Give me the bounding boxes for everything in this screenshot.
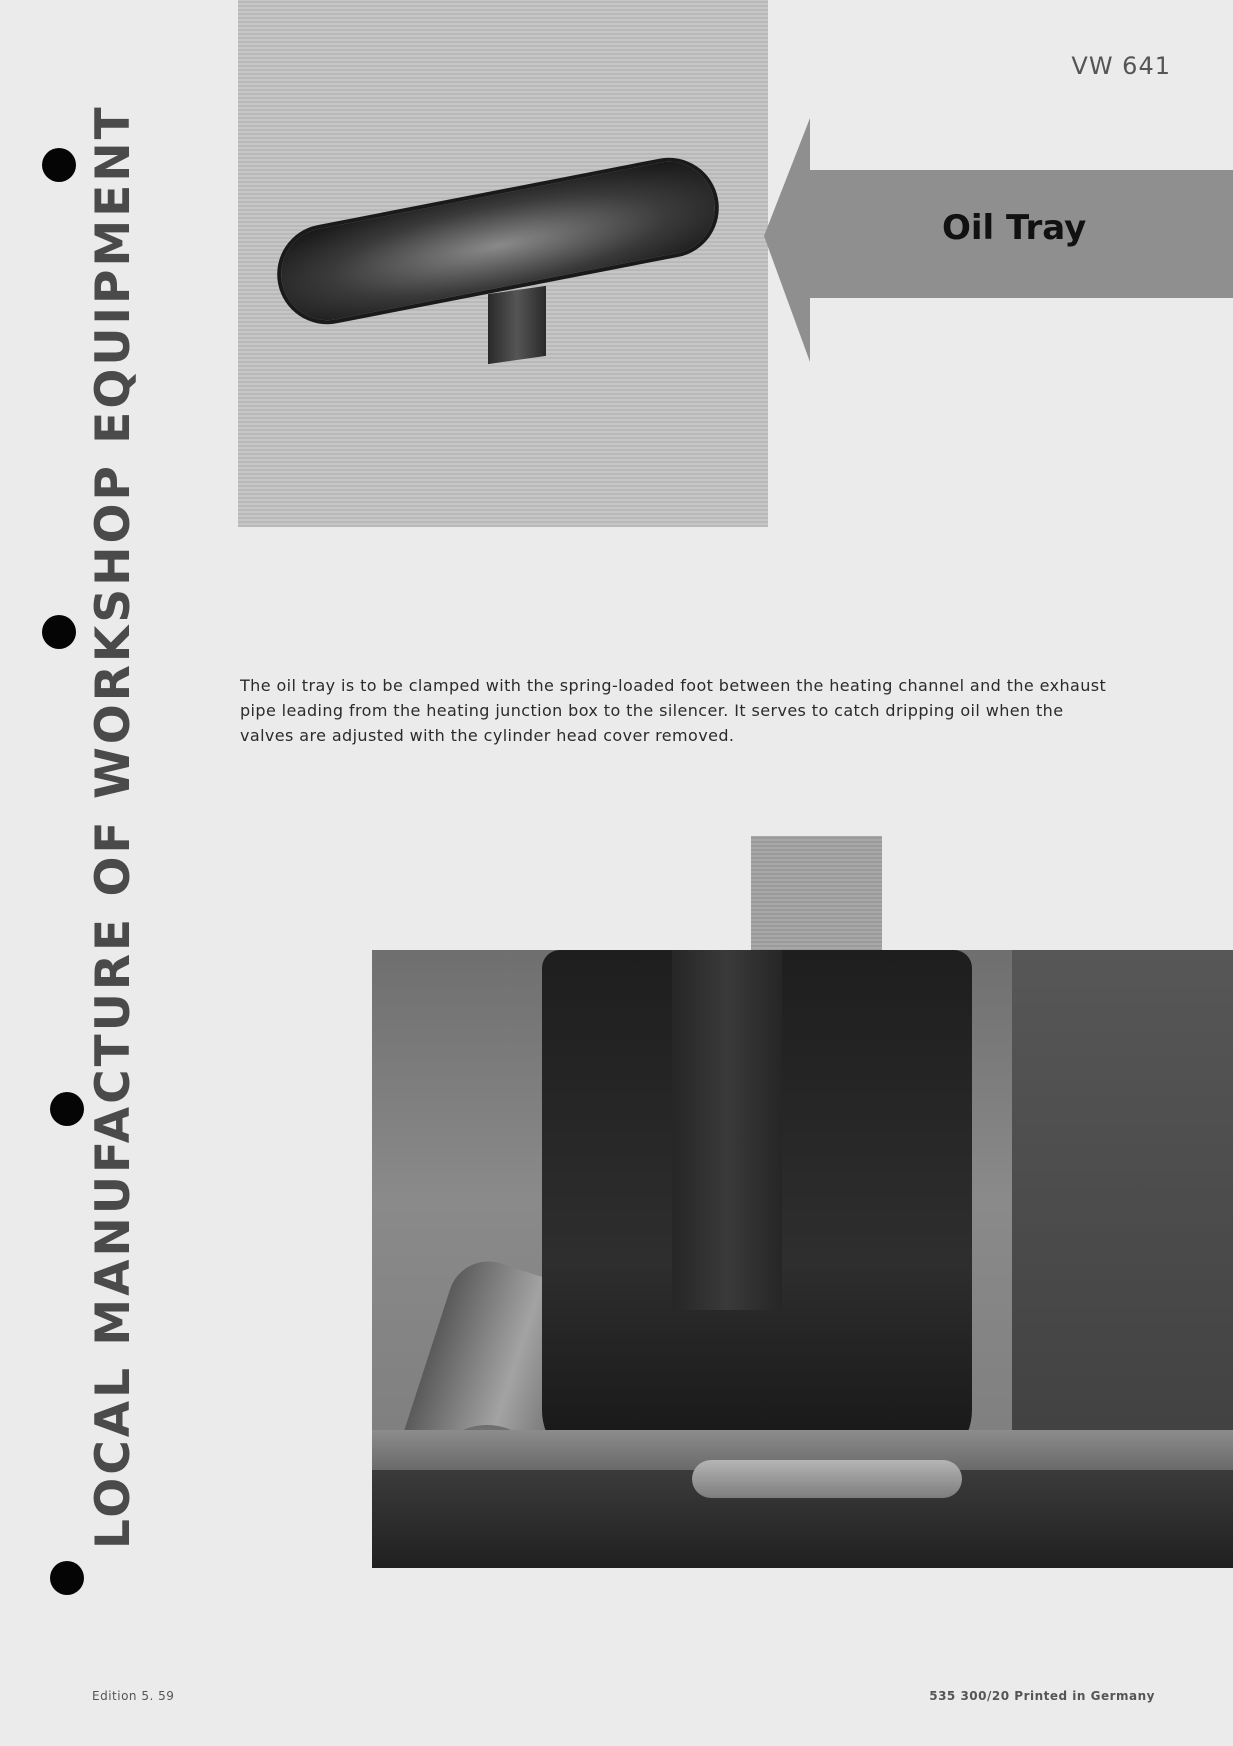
punch-hole-3 bbox=[50, 1092, 84, 1126]
print-footer: 535 300/20 Printed in Germany bbox=[929, 1689, 1155, 1703]
side-title: LOCAL MANUFACTURE OF WORKSHOP EQUIPMENT bbox=[86, 104, 141, 1549]
engine-fan-housing bbox=[672, 950, 782, 1310]
engine-photo-tab bbox=[751, 836, 882, 951]
document-number: VW 641 bbox=[1071, 52, 1171, 80]
banner-label: Oil Tray bbox=[942, 208, 1087, 248]
edition-footer: Edition 5. 59 bbox=[92, 1689, 175, 1703]
punch-hole-2 bbox=[42, 615, 76, 649]
engine-photo bbox=[372, 950, 1233, 1568]
installed-oil-tray bbox=[692, 1460, 962, 1498]
description-text: The oil tray is to be clamped with the spring-loaded foot between the heating channel and the exhaust pipe leading from the heating junction box to the silencer. It serves to catch dripping oil when the valves are adjusted with the cylinder head cover removed. bbox=[240, 676, 1107, 745]
oil-tray-photo bbox=[238, 0, 768, 527]
oil-tray-foot bbox=[488, 286, 546, 364]
punch-hole-4 bbox=[50, 1561, 84, 1595]
punch-hole-1 bbox=[42, 148, 76, 182]
